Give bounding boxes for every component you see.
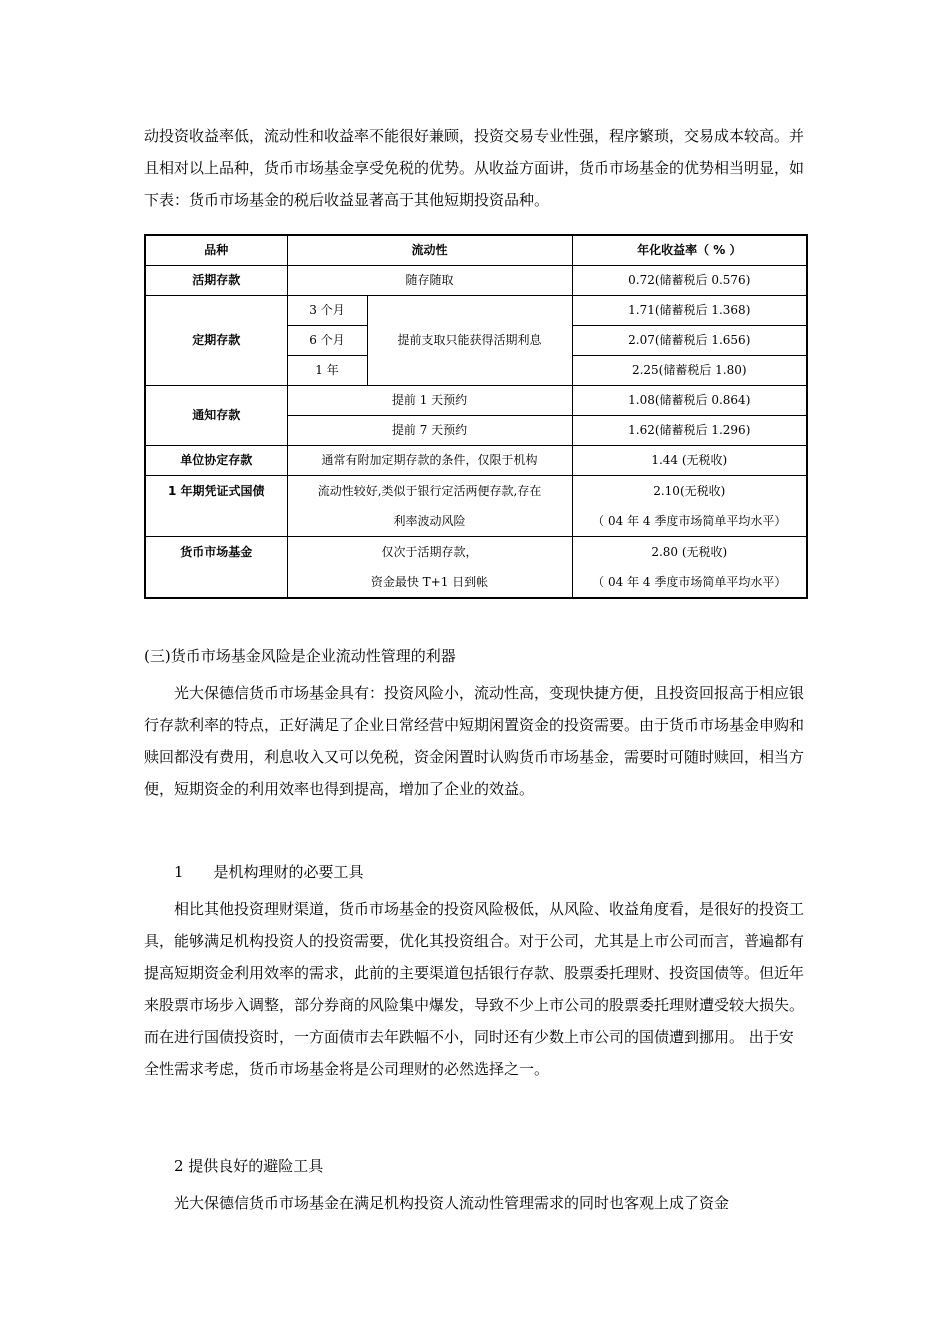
mmf-yield-line1: 2.80 (无税收) <box>651 545 728 559</box>
header-product: 品种 <box>145 235 287 266</box>
table-row <box>145 446 807 476</box>
mmf-liquidity-line2: 资金最快 T+1 日到帐 <box>370 575 489 589</box>
row-name-mmf: 货币市场基金 <box>145 537 287 599</box>
fixed-yield-6m: 2.07(储蓄税后 1.656) <box>572 326 807 356</box>
table-row <box>145 386 807 416</box>
header-yield: 年化收益率（ % ） <box>572 235 807 266</box>
row-name-notice: 通知存款 <box>145 386 287 446</box>
bond-yield <box>572 476 807 537</box>
bond-yield-line1: 2.10(无税收) <box>653 484 726 498</box>
bond-liquidity-line2: 利率波动风险 <box>393 514 466 528</box>
mmf-yield-line2: （ 04 年 4 季度市场简单平均水平） <box>592 575 787 589</box>
unit-yield: 1.44 (无税收) <box>572 446 807 476</box>
fixed-liquidity-note: 提前支取只能获得活期利息 <box>367 296 572 386</box>
demand-liquidity: 随存随取 <box>287 266 572 296</box>
row-name-demand: 活期存款 <box>145 266 287 296</box>
notice-yield-7d: 1.62(储蓄税后 1.296) <box>572 416 807 446</box>
table-row <box>145 296 807 326</box>
table-row <box>145 537 807 599</box>
notice-yield-1d: 1.08(储蓄税后 0.864) <box>572 386 807 416</box>
bond-liquidity <box>287 476 572 537</box>
item-1-heading: 1 是机构理财的必要工具 <box>174 863 364 881</box>
table-row <box>145 266 807 296</box>
item-2-paragraph: 光大保德信货币市场基金在满足机构投资人流动性管理需求的同时也客观上成了资金 <box>174 1194 730 1212</box>
fixed-term-6m: 6 个月 <box>287 326 367 356</box>
item-2-heading: 2 提供良好的避险工具 <box>174 1157 324 1175</box>
notice-liquidity-7d: 提前 7 天预约 <box>287 416 572 446</box>
section-3-heading: (三)货币市场基金风险是企业流动性管理的利器 <box>144 647 456 665</box>
section-3-paragraph: 光大保德信货币市场基金具有：投资风险小，流动性高，变现快捷方便，且投资回报高于相应银行存款利率的特点，正好满足了企业日常经营中短期闲置资金的投资需要。由于货币市场基金申购和赎回都没有费用，利息收入又可以免税，资金闲置时认购货币市场基金，需要时可随时赎回，相当方便，短期资金的利用效率也得到提高，增加了企业的效益。 <box>144 684 805 798</box>
mmf-yield <box>572 537 807 599</box>
table-header-row <box>145 235 807 266</box>
demand-yield: 0.72(储蓄税后 0.576) <box>572 266 807 296</box>
header-liquidity: 流动性 <box>287 235 572 266</box>
yield-comparison-table <box>144 234 808 599</box>
fixed-yield-1y: 2.25(储蓄税后 1.80) <box>572 356 807 386</box>
bond-yield-line2: （ 04 年 4 季度市场简单平均水平） <box>592 514 787 528</box>
bond-liquidity-line1: 流动性较好,类似于银行定活两便存款,存在 <box>317 484 542 498</box>
mmf-liquidity-line1: 仅次于活期存款， <box>381 545 478 559</box>
row-name-bond: 1 年期凭证式国债 <box>145 476 287 537</box>
fixed-term-3m: 3 个月 <box>287 296 367 326</box>
fixed-yield-3m: 1.71(储蓄税后 1.368) <box>572 296 807 326</box>
unit-liquidity: 通常有附加定期存款的条件，仅限于机构 <box>287 446 572 476</box>
table-row <box>145 476 807 537</box>
intro-paragraph: 动投资收益率低，流动性和收益率不能很好兼顾，投资交易专业性强，程序繁琐，交易成本较高。并且相对以上品种，货币市场基金享受免税的优势。从收益方面讲，货币市场基金的优势相当明显，如下表：货币市场基金的税后收益显著高于其他短期投资品种。 <box>144 127 805 209</box>
mmf-liquidity <box>287 537 572 599</box>
row-name-fixed: 定期存款 <box>145 296 287 386</box>
notice-liquidity-1d: 提前 1 天预约 <box>287 386 572 416</box>
item-1-paragraph: 相比其他投资理财渠道，货币市场基金的投资风险极低，从风险、收益角度看，是很好的投资工具，能够满足机构投资人的投资需要，优化其投资组合。对于公司，尤其是上市公司而言，普遍都有提高短期资金利用效率的需求，此前的主要渠道包括银行存款、股票委托理财、投资国债等。但近年来股票市场步入调整，部分券商的风险集中爆发，导致不少上市公司的股票委托理财遭受较大损失。而在进行国债投资时，一方面债市去年跌幅不小，同时还有少数上市公司的国债遭到挪用。 出于安全性需求考虑，货币市场基金将是公司理财的必然选择之一。 <box>144 900 805 1078</box>
fixed-term-1y: 1 年 <box>287 356 367 386</box>
row-name-unit: 单位协定存款 <box>145 446 287 476</box>
